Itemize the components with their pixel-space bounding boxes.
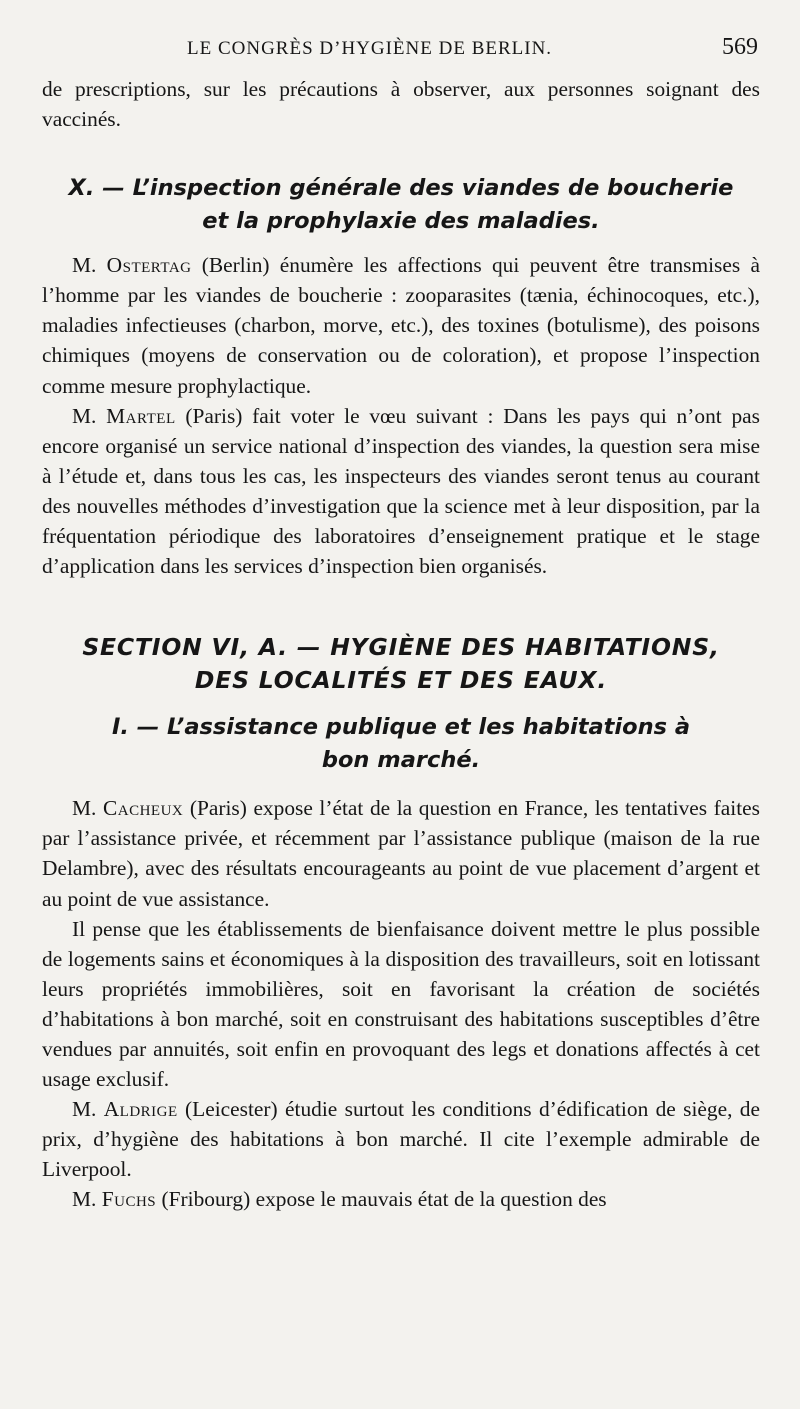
running-title: LE CONGRÈS D’HYGIÈNE DE BERLIN. [187, 38, 553, 59]
ostertag-name: Ostertag [106, 253, 192, 278]
section-vi-heading [42, 631, 760, 697]
cacheux-prefix: M. [72, 796, 97, 821]
ostertag-prefix: M. [72, 253, 97, 278]
subsection-i-heading-line2: bon marché. [321, 747, 481, 774]
running-head [42, 30, 760, 74]
continuation-paragraph: de prescriptions, sur les précautions à observer, aux personnes soignant des vaccinés. [42, 77, 760, 132]
subsection-i-heading [42, 711, 760, 777]
ostertag-text: (Berlin) énumère les affections qui peuvent être transmises à l’homme par les viandes de boucherie : zooparasites (tænia, échinocoques, etc.), maladies infectieuses (charbon, morve, etc.), des toxines (botulisme), des poisons chimiques (moyens de conservation ou de coloration), et propose l’inspection comme mesure prophylactique. [42, 253, 760, 398]
martel-name: Martel [106, 403, 176, 428]
martel-text: (Paris) fait voter le vœu suivant : Dans les pays qui n’ont pas encore organisé un service national d’inspection des viandes, la question sera mise à l’étude et, dans tous les cas, les inspecteurs des viandes seront tenus au courant des nouvelles méthodes d’investigation que la science met à leur disposition, par la fréquentation périodique des laboratoires d’enseignement pratique et le stage d’application dans les services d’inspection bien organisés. [42, 403, 760, 579]
section-vi-heading-line1: SECTION VI, A. — HYGIÈNE DES HABITATIONS, [82, 633, 720, 662]
fuchs-paragraph [42, 1184, 760, 1214]
cacheux-name: Cacheux [102, 796, 184, 821]
aldrige-paragraph [42, 1094, 760, 1184]
section-vi-heading-line2: DES LOCALITÉS ET DES EAUX. [194, 666, 608, 695]
subsection-i-heading-line1: I. — L’assistance publique et les habitations à [111, 714, 691, 741]
aldrige-prefix: M. [72, 1097, 97, 1122]
fuchs-text: (Fribourg) expose le mauvais état de la question des [156, 1187, 607, 1212]
fuchs-prefix: M. [72, 1187, 97, 1212]
subsection-x-heading-line1: X. — L’inspection générale des viandes de boucherie [68, 175, 734, 202]
martel-prefix: M. [72, 403, 97, 428]
fuchs-name: Fuchs [101, 1187, 157, 1212]
bienfaisance-paragraph: Il pense que les établissements de bienfaisance doivent mettre le plus possible de logements sains et économiques à la disposition des travailleurs, soit en lotissant leurs propriétés immobilières, soit en favorisant la création de sociétés d’habitations à bon marché, soit en construisant des habitations susceptibles d’être vendues par annuités, soit enfin en provoquant des legs et donations affectés à cet usage exclusif. [42, 916, 760, 1092]
aldrige-name: Aldrige [103, 1097, 178, 1122]
cacheux-text: (Paris) expose l’état de la question en France, les tentatives faites par l’assistance privée, et récemment par l’assistance publique (maison de la rue Delambre), avec des résultats encourageants au point de vue placement d’argent et au point de vue assistance. [42, 796, 760, 911]
cacheux-paragraph [42, 793, 760, 913]
subsection-x-heading-line2: et la prophylaxie des maladies. [202, 208, 600, 235]
aldrige-text: (Leicester) étudie surtout les conditions d’édification de siège, de prix, d’hygiène des habitations à bon marché. Il cite l’exemple admirable de Liverpool. [42, 1097, 760, 1182]
page-number: 569 [722, 34, 758, 60]
subsection-x-heading [42, 172, 760, 238]
ostertag-paragraph [42, 250, 760, 400]
martel-paragraph [42, 401, 760, 582]
